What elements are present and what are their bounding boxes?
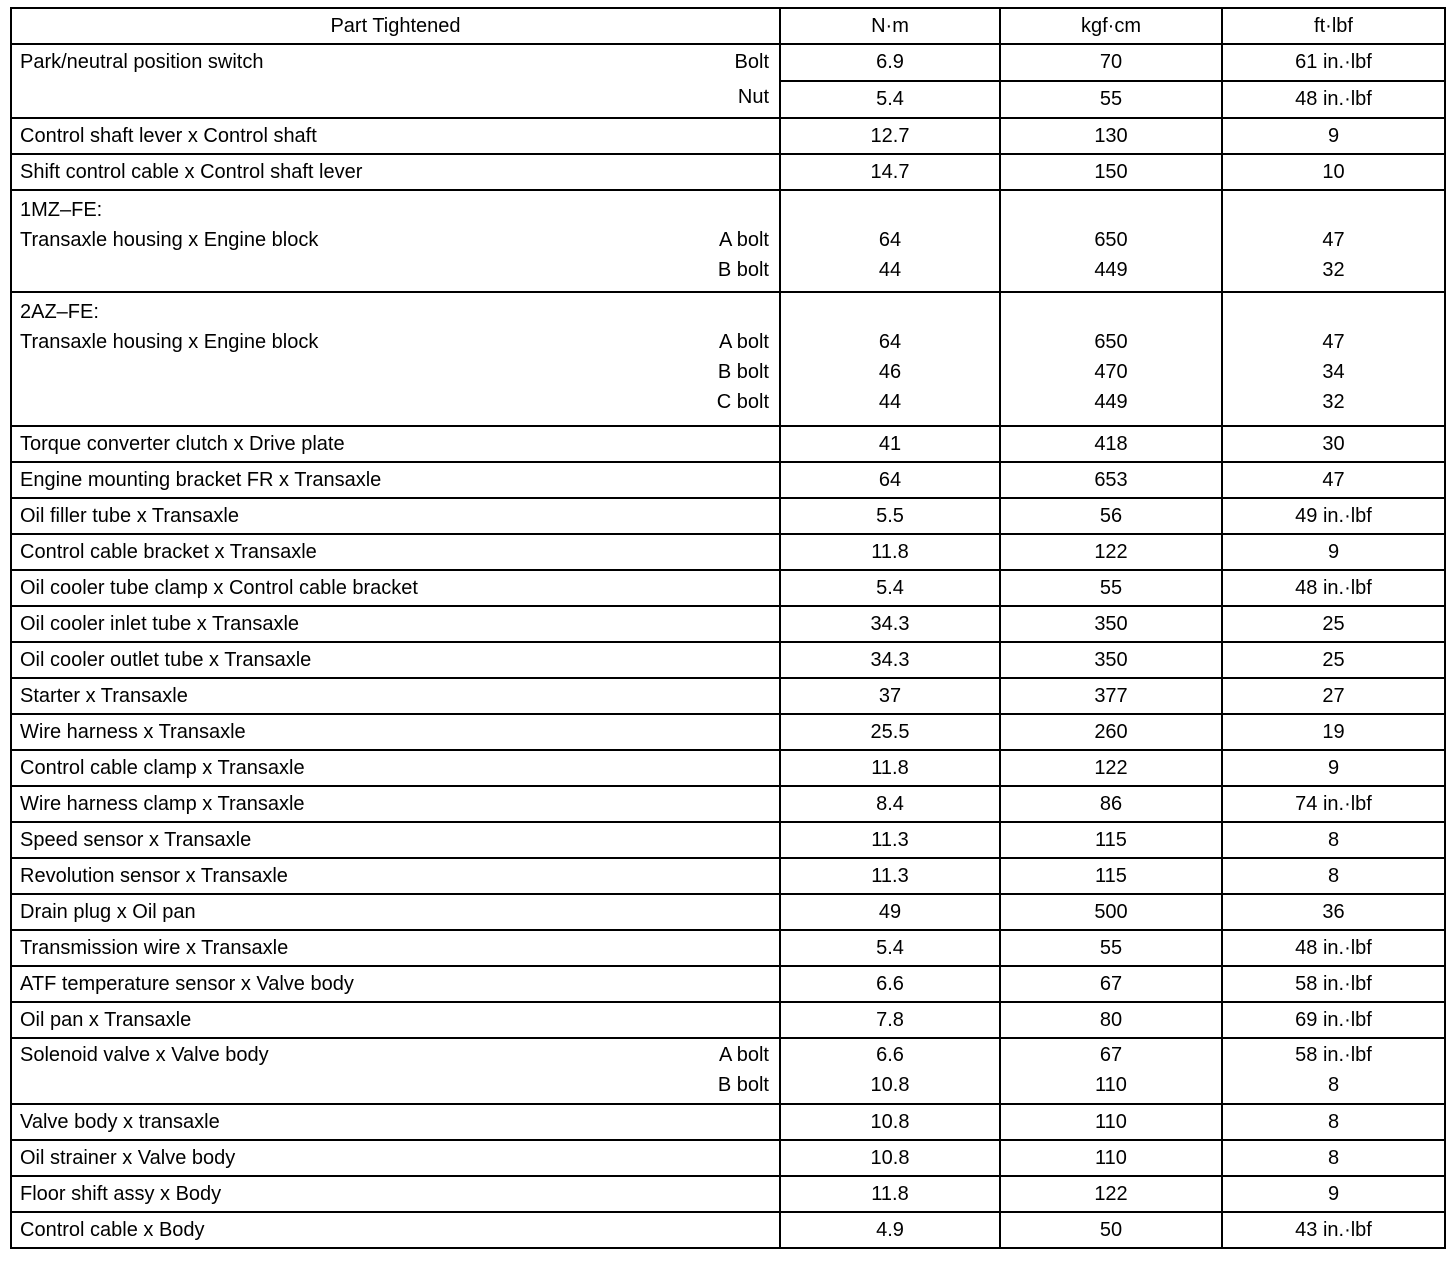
table-row xyxy=(11,1104,1445,1140)
ftlbf-value: 34 xyxy=(1322,361,1345,383)
ftlbf-value: 47 xyxy=(1322,229,1345,251)
nm-cell xyxy=(780,292,1000,426)
part-name: Drain plug x Oil pan xyxy=(11,894,780,930)
ftlbf-value: 48 in.·lbf xyxy=(1222,930,1445,966)
table-row xyxy=(11,750,1445,786)
ftlbf-value: 32 xyxy=(1322,391,1345,413)
kgf-value: 55 xyxy=(1000,570,1222,606)
fastener-label: B bolt xyxy=(717,361,769,383)
part-name: Oil cooler tube clamp x Control cable bracket xyxy=(11,570,780,606)
fastener-label: B bolt xyxy=(717,259,769,281)
part-name: ATF temperature sensor x Valve body xyxy=(11,966,780,1002)
table-row xyxy=(11,534,1445,570)
table-row xyxy=(11,894,1445,930)
kgf-value: 470 xyxy=(1094,361,1128,383)
ftlbf-value: 61 in.·lbf xyxy=(1295,51,1372,73)
nm-value: 6.6 xyxy=(876,1044,904,1066)
ftlbf-value: 69 in.·lbf xyxy=(1222,1002,1445,1038)
kgf-value: 67 xyxy=(1099,1044,1123,1066)
ftlbf-value: 25 xyxy=(1222,642,1445,678)
ftlbf-value: 8 xyxy=(1222,1104,1445,1140)
nm-value: 44 xyxy=(878,259,902,281)
ftlbf-cell xyxy=(1222,292,1445,426)
ftlbf-value: 9 xyxy=(1222,1176,1445,1212)
kgf-value: 418 xyxy=(1000,426,1222,462)
ftlbf-value: 19 xyxy=(1222,714,1445,750)
table-row xyxy=(11,426,1445,462)
nm-value: 11.8 xyxy=(780,750,1000,786)
kgf-value: 80 xyxy=(1000,1002,1222,1038)
nm-value: 8.4 xyxy=(780,786,1000,822)
ftlbf-value: 48 in.·lbf xyxy=(1222,570,1445,606)
kgf-value: 122 xyxy=(1000,750,1222,786)
part-name: Solenoid valve x Valve body xyxy=(20,1044,269,1066)
engine-label: 2AZ–FE: xyxy=(20,301,99,323)
ftlbf-value: 49 in.·lbf xyxy=(1222,498,1445,534)
kgf-value: 150 xyxy=(1000,154,1222,190)
part-cell xyxy=(11,1038,780,1104)
nm-value: 10.8 xyxy=(870,1074,910,1096)
table-row xyxy=(11,642,1445,678)
nm-value: 10.8 xyxy=(780,1140,1000,1176)
ftlbf-value: 30 xyxy=(1222,426,1445,462)
kgf-value: 50 xyxy=(1000,1212,1222,1248)
ftlbf-value: 8 xyxy=(1222,1140,1445,1176)
nm-value: 5.4 xyxy=(780,930,1000,966)
table-row xyxy=(11,930,1445,966)
kgf-value: 650 xyxy=(1094,331,1128,353)
part-name: Park/neutral position switch xyxy=(20,51,264,73)
table-row xyxy=(11,1002,1445,1038)
header-row xyxy=(11,8,1445,44)
nm-value: 11.3 xyxy=(780,858,1000,894)
col-header-nm: N·m xyxy=(780,8,1000,44)
kgf-value: 350 xyxy=(1000,606,1222,642)
kgf-cell xyxy=(1000,190,1222,292)
table-row xyxy=(11,714,1445,750)
kgf-value: 70 xyxy=(1099,51,1123,73)
table-row-park-switch xyxy=(11,44,1445,118)
part-cell xyxy=(11,292,780,426)
ftlbf-value: 58 in.·lbf xyxy=(1222,966,1445,1002)
kgf-value: 110 xyxy=(1000,1140,1222,1176)
fastener-label: B bolt xyxy=(717,1074,769,1096)
ftlbf-cell xyxy=(1222,190,1445,292)
part-name: Wire harness clamp x Transaxle xyxy=(11,786,780,822)
table-row xyxy=(11,154,1445,190)
table-row xyxy=(11,678,1445,714)
ftlbf-value: 48 in.·lbf xyxy=(1223,80,1444,117)
nm-value: 41 xyxy=(780,426,1000,462)
part-name: Valve body x transaxle xyxy=(11,1104,780,1140)
table-row-1mz-fe xyxy=(11,190,1445,292)
kgf-value: 653 xyxy=(1000,462,1222,498)
nm-value: 11.8 xyxy=(780,1176,1000,1212)
part-name: Oil pan x Transaxle xyxy=(11,1002,780,1038)
kgf-value: 130 xyxy=(1000,118,1222,154)
part-name: Floor shift assy x Body xyxy=(11,1176,780,1212)
nm-value: 14.7 xyxy=(780,154,1000,190)
kgf-cell xyxy=(1000,44,1222,118)
ftlbf-value: 9 xyxy=(1222,750,1445,786)
nm-value: 7.8 xyxy=(780,1002,1000,1038)
part-name: Starter x Transaxle xyxy=(11,678,780,714)
nm-value: 64 xyxy=(878,331,902,353)
kgf-value: 260 xyxy=(1000,714,1222,750)
kgf-value: 122 xyxy=(1000,534,1222,570)
nm-value: 12.7 xyxy=(780,118,1000,154)
table-row xyxy=(11,606,1445,642)
ftlbf-value: 25 xyxy=(1222,606,1445,642)
part-cell xyxy=(11,190,780,292)
part-name: Oil strainer x Valve body xyxy=(11,1140,780,1176)
part-name: Control shaft lever x Control shaft xyxy=(11,118,780,154)
kgf-value: 110 xyxy=(1095,1074,1127,1096)
fastener-label: Nut xyxy=(737,86,769,108)
kgf-value: 110 xyxy=(1000,1104,1222,1140)
table-row xyxy=(11,1176,1445,1212)
ftlbf-cell xyxy=(1222,1038,1445,1104)
part-name: Torque converter clutch x Drive plate xyxy=(11,426,780,462)
part-name: Oil cooler inlet tube x Transaxle xyxy=(11,606,780,642)
fastener-label: A bolt xyxy=(718,331,769,353)
part-name: Revolution sensor x Transaxle xyxy=(11,858,780,894)
fastener-label: A bolt xyxy=(718,1044,769,1066)
part-name: Control cable clamp x Transaxle xyxy=(11,750,780,786)
ftlbf-value: 58 in.·lbf xyxy=(1295,1044,1372,1066)
kgf-value: 67 xyxy=(1000,966,1222,1002)
part-name: Wire harness x Transaxle xyxy=(11,714,780,750)
nm-value: 34.3 xyxy=(780,642,1000,678)
nm-value: 44 xyxy=(878,391,902,413)
nm-value: 11.3 xyxy=(780,822,1000,858)
kgf-cell xyxy=(1000,1038,1222,1104)
ftlbf-value: 10 xyxy=(1222,154,1445,190)
ftlbf-value: 47 xyxy=(1222,462,1445,498)
table-row-solenoid-valve xyxy=(11,1038,1445,1104)
part-name: Control cable x Body xyxy=(11,1212,780,1248)
part-name: Shift control cable x Control shaft lever xyxy=(11,154,780,190)
kgf-value: 115 xyxy=(1000,822,1222,858)
nm-value: 11.8 xyxy=(780,534,1000,570)
ftlbf-value: 8 xyxy=(1222,822,1445,858)
kgf-cell xyxy=(1000,292,1222,426)
part-name: Oil cooler outlet tube x Transaxle xyxy=(11,642,780,678)
fastener-label: A bolt xyxy=(718,229,769,251)
part-name: Transmission wire x Transaxle xyxy=(11,930,780,966)
kgf-value: 650 xyxy=(1094,229,1128,251)
table-row xyxy=(11,966,1445,1002)
ftlbf-value: 74 in.·lbf xyxy=(1222,786,1445,822)
nm-value: 6.9 xyxy=(876,51,904,73)
nm-value: 6.6 xyxy=(780,966,1000,1002)
part-name: Transaxle housing x Engine block xyxy=(20,229,319,251)
nm-value: 37 xyxy=(780,678,1000,714)
part-name: Oil filler tube x Transaxle xyxy=(11,498,780,534)
table-row xyxy=(11,1140,1445,1176)
ftlbf-value: 32 xyxy=(1322,259,1345,281)
table-row-2az-fe xyxy=(11,292,1445,426)
nm-cell xyxy=(780,1038,1000,1104)
torque-spec-table xyxy=(10,7,1446,1249)
kgf-value: 377 xyxy=(1000,678,1222,714)
table-row xyxy=(11,1212,1445,1248)
kgf-value: 115 xyxy=(1000,858,1222,894)
table-row xyxy=(11,858,1445,894)
nm-value: 10.8 xyxy=(780,1104,1000,1140)
ftlbf-value: 9 xyxy=(1222,118,1445,154)
col-header-ftlbf: ft·lbf xyxy=(1222,8,1445,44)
kgf-value: 56 xyxy=(1000,498,1222,534)
col-header-part: Part Tightened xyxy=(11,8,780,44)
fastener-label: Bolt xyxy=(734,51,769,73)
nm-value: 64 xyxy=(780,462,1000,498)
nm-value: 64 xyxy=(878,229,902,251)
kgf-value: 500 xyxy=(1000,894,1222,930)
nm-value: 5.4 xyxy=(781,80,999,117)
table-row xyxy=(11,822,1445,858)
nm-cell xyxy=(780,44,1000,118)
nm-value: 5.4 xyxy=(780,570,1000,606)
nm-value: 34.3 xyxy=(780,606,1000,642)
ftlbf-value: 36 xyxy=(1222,894,1445,930)
kgf-value: 449 xyxy=(1094,391,1128,413)
ftlbf-value: 27 xyxy=(1222,678,1445,714)
fastener-label: C bolt xyxy=(716,391,769,413)
kgf-value: 122 xyxy=(1000,1176,1222,1212)
nm-value: 4.9 xyxy=(780,1212,1000,1248)
ftlbf-value: 47 xyxy=(1322,331,1345,353)
table-row xyxy=(11,462,1445,498)
nm-value: 46 xyxy=(878,361,902,383)
table-row xyxy=(11,570,1445,606)
col-header-kgf: kgf·cm xyxy=(1000,8,1222,44)
nm-value: 5.5 xyxy=(780,498,1000,534)
part-name: Speed sensor x Transaxle xyxy=(11,822,780,858)
ftlbf-cell xyxy=(1222,44,1445,118)
part-name: Transaxle housing x Engine block xyxy=(20,331,319,353)
ftlbf-value: 9 xyxy=(1222,534,1445,570)
engine-label: 1MZ–FE: xyxy=(20,199,103,221)
kgf-value: 449 xyxy=(1094,259,1128,281)
nm-cell xyxy=(780,190,1000,292)
kgf-value: 55 xyxy=(1001,80,1221,117)
nm-value: 49 xyxy=(780,894,1000,930)
ftlbf-value: 8 xyxy=(1327,1074,1340,1096)
nm-value: 25.5 xyxy=(780,714,1000,750)
table-row xyxy=(11,118,1445,154)
part-cell xyxy=(11,44,780,118)
ftlbf-value: 8 xyxy=(1222,858,1445,894)
kgf-value: 86 xyxy=(1000,786,1222,822)
part-name: Engine mounting bracket FR x Transaxle xyxy=(11,462,780,498)
kgf-value: 55 xyxy=(1000,930,1222,966)
table-row xyxy=(11,498,1445,534)
table-row xyxy=(11,786,1445,822)
ftlbf-value: 43 in.·lbf xyxy=(1222,1212,1445,1248)
part-name: Control cable bracket x Transaxle xyxy=(11,534,780,570)
kgf-value: 350 xyxy=(1000,642,1222,678)
